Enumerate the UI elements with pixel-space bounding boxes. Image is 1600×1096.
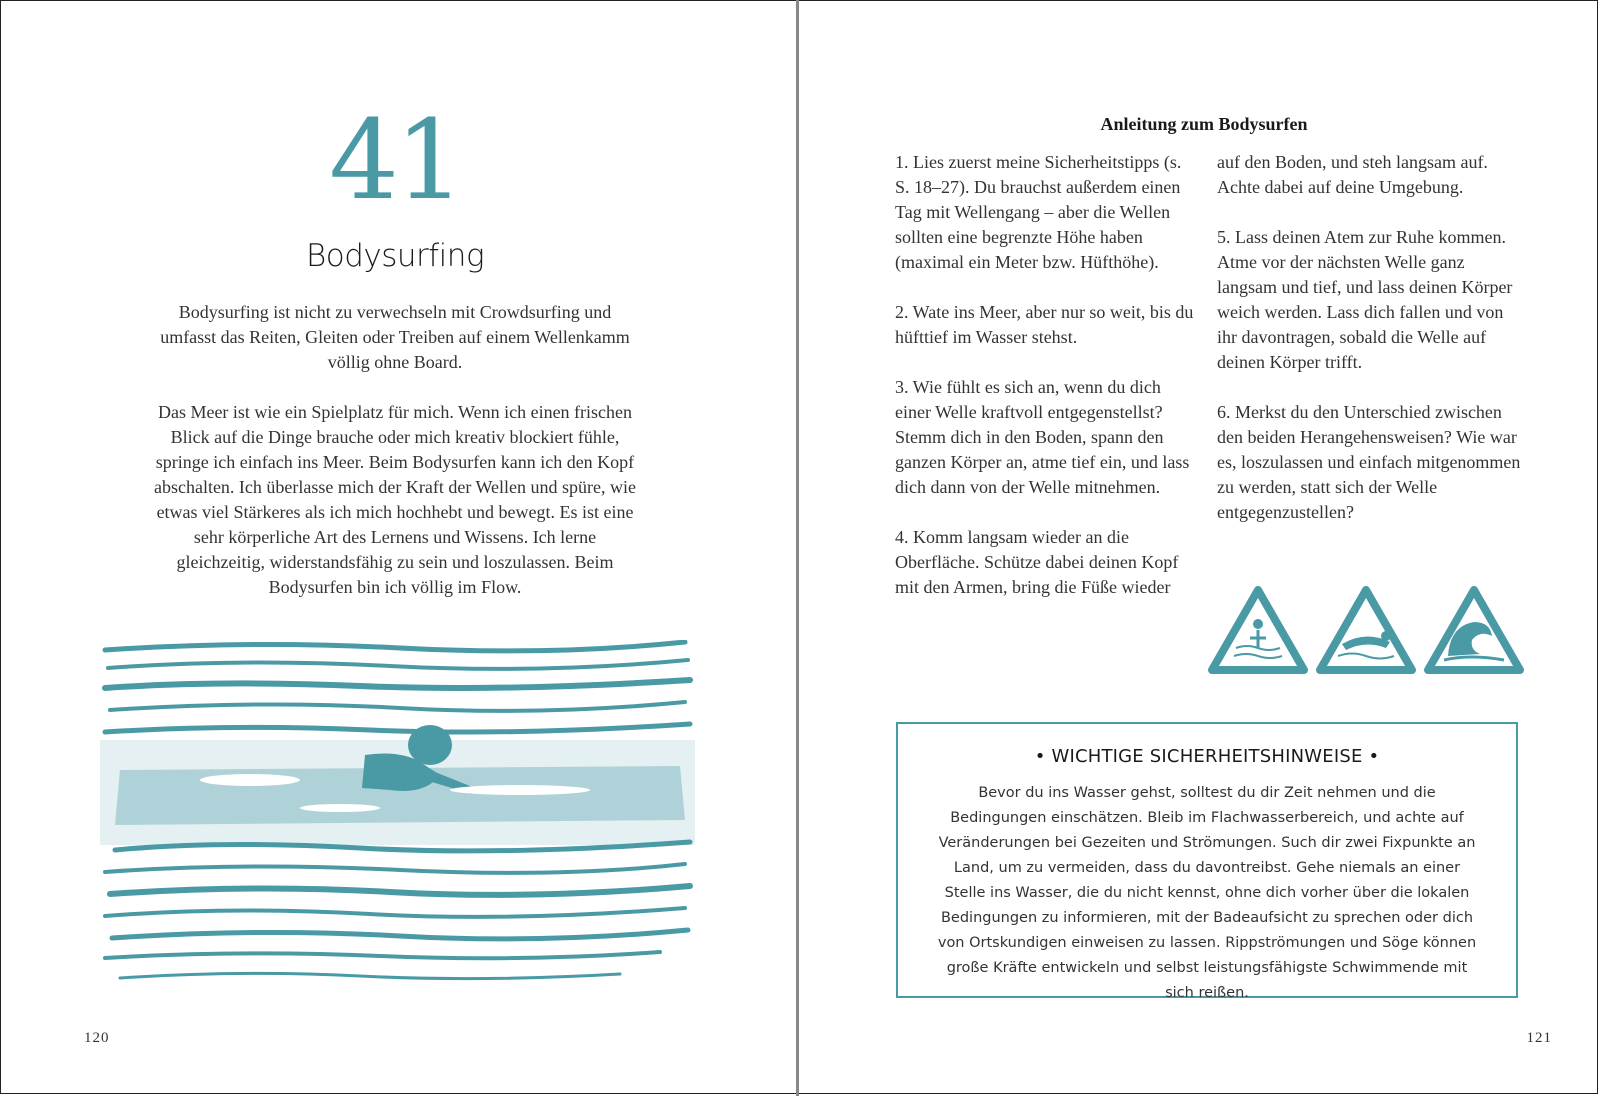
step-item: 4. Komm langsam wieder an die Oberfläche. Schütze dabei deinen Kopf mit den Armen, bring die Füße wieder bbox=[895, 527, 1179, 597]
step-item: 2. Wate ins Meer, aber nur so weit, bis du hüfttief im Wasser stehst. bbox=[895, 302, 1194, 347]
bodysurfer-in-waves-illustration bbox=[100, 640, 695, 1000]
wading-person-warning-icon bbox=[1212, 590, 1304, 670]
guide-title: Anleitung zum Bodysurfen bbox=[1100, 114, 1308, 134]
warning-icons bbox=[1208, 586, 1528, 676]
safety-heading: • WICHTIGE SICHERHEITSHINWEISE • bbox=[1034, 746, 1380, 767]
intro-paragraph: Bodysurfing ist nicht zu verwechseln mit Crowdsurfing und umfasst das Reiten, Gleiten oder Treiben auf einem Wellenkamm völlig ohne Board. bbox=[160, 302, 630, 372]
page-number: 121 bbox=[1526, 1030, 1552, 1046]
step-item: 6. Merkst du den Unterschied zwischen den beiden Herangehensweisen? Wie war es, loszulassen und einfach mitgenommen zu werden, statt sich der Welle entgegenzustellen? bbox=[1217, 402, 1521, 522]
step-item: 1. Lies zuerst meine Sicherheitstipps (s. S. 18–27). Du brauchst außerdem einen Tag mit Wellengang – aber die Wellen sollten eine begrenzte Höhe haben (maximal ein Meter bzw. Hüfthöhe). bbox=[895, 152, 1182, 272]
chapter-number: 41 bbox=[329, 96, 461, 224]
steps-column-left bbox=[895, 150, 1195, 625]
intro-text bbox=[150, 300, 640, 625]
right-page bbox=[800, 0, 1600, 1096]
step-item: 3. Wie fühlt es sich an, wenn du dich einer Welle kraftvoll entgegenstellst? Stemm dich in den Boden, spann den ganzen Körper an, atme tief ein, und lass dich dann von der Welle mitnehmen. bbox=[895, 377, 1190, 497]
chapter-title: Bodysurfing bbox=[305, 238, 485, 274]
steps-column-right bbox=[1217, 150, 1527, 550]
book-gutter bbox=[796, 0, 799, 1096]
step-item: auf den Boden, und steh langsam auf. Achte dabei auf deine Umgebung. bbox=[1217, 152, 1488, 197]
intro-paragraph: Das Meer ist wie ein Spielplatz für mich. Wenn ich einen frischen Blick auf die Dinge brauche oder mich kreativ blockiert fühle, springe ich einfach ins Meer. Beim Bodysurfen kann ich den Kopf abschalten. Ich überlasse mich der Kraft der Wellen und spüre, wie etwas viel Stärkeres als ich mich hochhebt und bewegt. Es ist eine sehr körperliche Art des Lernens und Wissens. Ich lerne gleichzeitig, widerstandsfähig zu sein und loszulassen. Beim Bodysurfen bin ich völlig im Flow. bbox=[153, 402, 637, 597]
left-page bbox=[0, 0, 796, 1096]
safety-notice-box bbox=[896, 722, 1518, 1001]
safety-text: Bevor du ins Wasser gehst, solltest du dir Zeit nehmen und die Bedingungen einschätzen. Bleib im Flachwasserbereich, und achte auf Veränderungen bei Gezeiten und Strömungen. Such dir zwei Fixpunkte an Land, um zu vermeiden, dass du davontreibst. Gehe niemals an einer Stelle ins Wasser, die du nicht kennst, ohne dich vorher über die lokalen Bedingungen zu informieren, mit der Badeaufsicht zu sprechen oder dich von Ortskundigen einweisen zu lassen. Rippströmungen und Söge können große Kräfte entwickeln und selbst leistungsfähigste Schwimmende mit sich reißen. bbox=[937, 785, 1477, 1001]
step-item: 5. Lass deinen Atem zur Ruhe kommen. Atme vor der nächsten Welle ganz langsam und tief, und lass deinen Körper weich werden. Lass dich fallen und von ihr davontragen, sobald die Welle auf deinen Körper trifft. bbox=[1217, 227, 1513, 372]
page-number: 120 bbox=[84, 1030, 110, 1046]
big-wave-warning-icon bbox=[1428, 590, 1520, 670]
swimmer-warning-icon bbox=[1320, 590, 1412, 670]
